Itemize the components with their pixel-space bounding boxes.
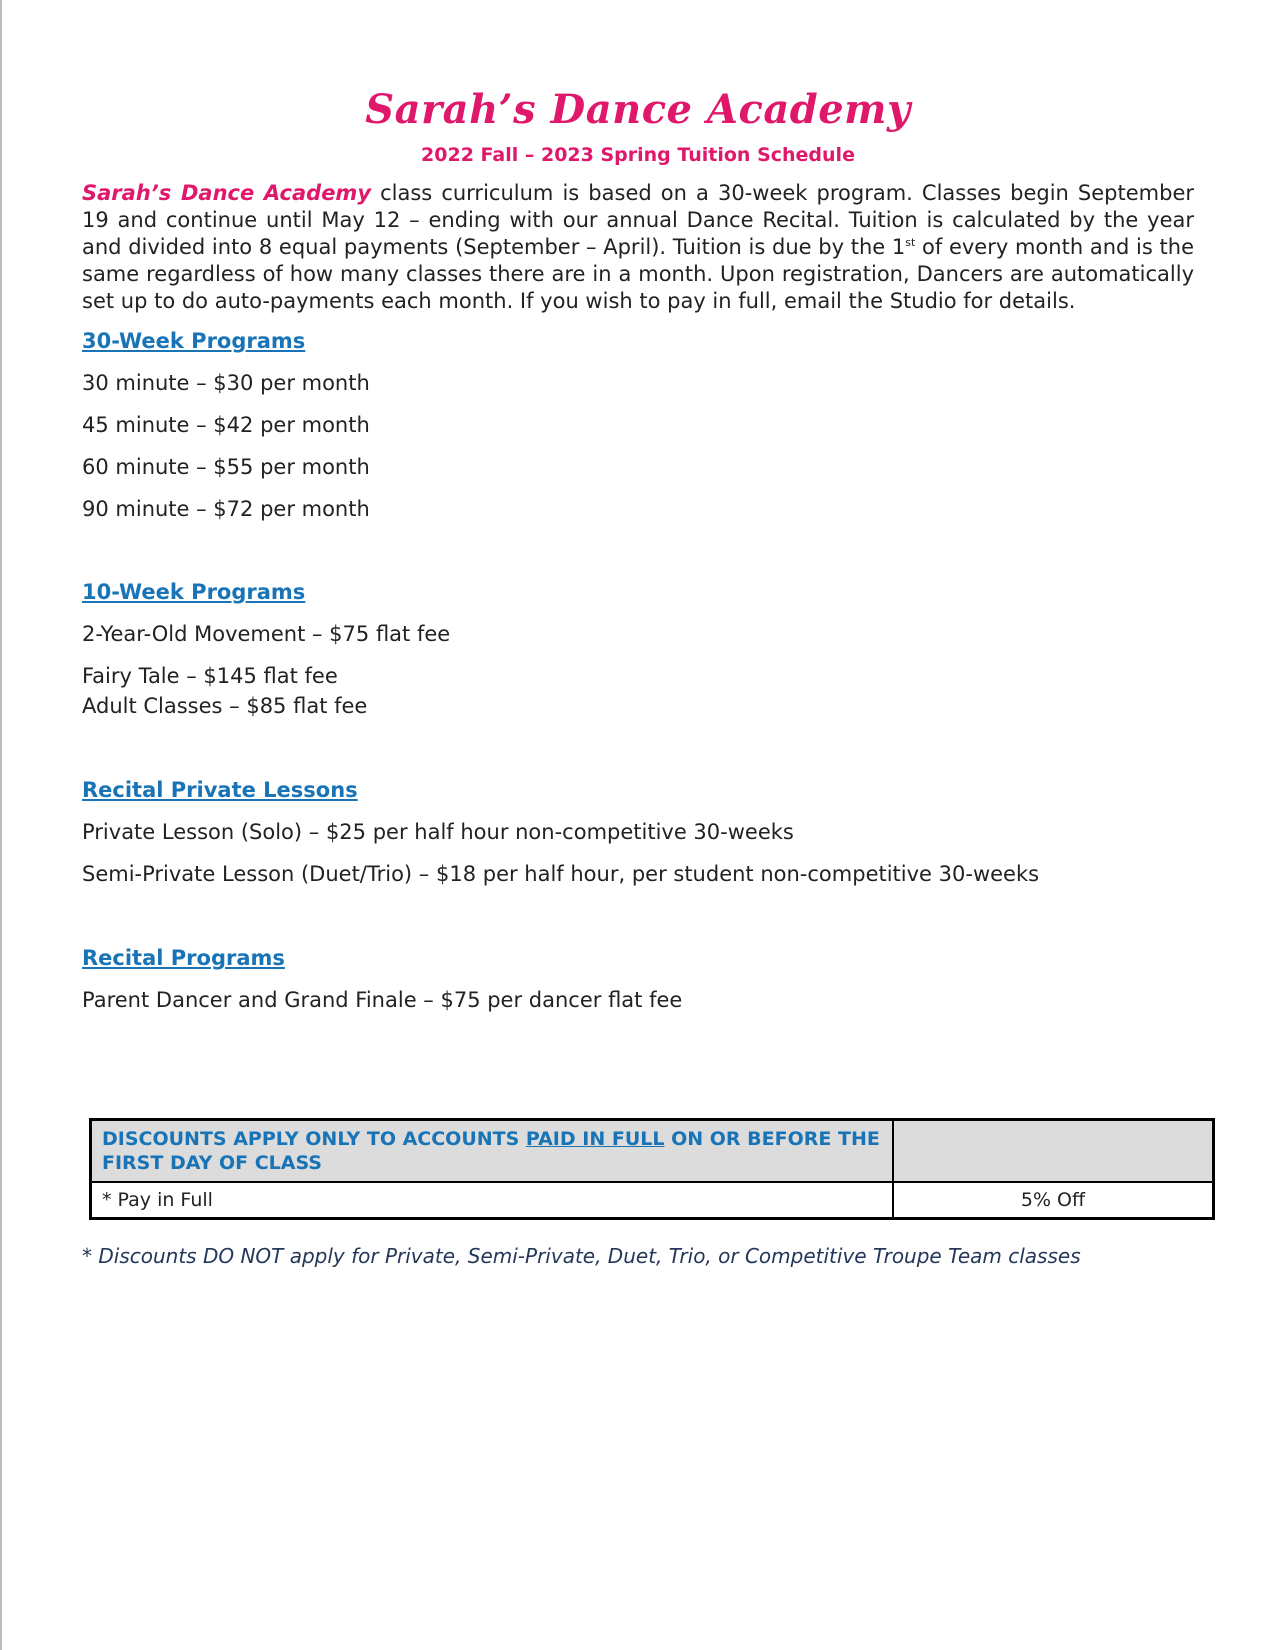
discount-table bbox=[89, 1118, 1215, 1220]
list-item: Adult Classes – $85 flat fee bbox=[82, 694, 368, 718]
list-item: Parent Dancer and Grand Finale – $75 per dancer flat fee bbox=[82, 988, 683, 1012]
discount-header-text-2: ON OR BEFORE THE FIRST DAY OF CLASS bbox=[102, 1128, 880, 1174]
list-item: 30 minute – $30 per month bbox=[82, 371, 370, 395]
list-item: Semi-Private Lesson (Duet/Trio) – $18 per half hour, per student non-competitive 30-weeks bbox=[82, 862, 1040, 886]
section-heading-recital-programs: Recital Programs bbox=[82, 946, 285, 970]
discount-header-cell bbox=[91, 1120, 894, 1183]
table-row bbox=[91, 1182, 1214, 1219]
discount-row-label: * Pay in Full bbox=[91, 1182, 894, 1219]
section-heading-10-week: 10-Week Programs bbox=[82, 580, 306, 604]
intro-brand-name: Sarah’s Dance Academy bbox=[82, 181, 372, 205]
discount-table-header-row bbox=[91, 1120, 1214, 1183]
section-heading-private-lessons: Recital Private Lessons bbox=[82, 778, 358, 802]
intro-text-part-1: class curriculum is based on a 30-week program. Classes begin September 19 and continue until May 12 – ending with our annual Dance Recital. Tuition is calculated by the year and divided into 8 equal payments (September – April). Tuition is due by the 1 bbox=[82, 181, 1195, 259]
discount-header-underlined: PAID IN FULL bbox=[525, 1128, 665, 1150]
list-item: Fairy Tale – $145 flat fee bbox=[82, 664, 338, 688]
intro-text-part-2: of every month and is the same regardless of how many classes there are in a month. Upon registration, Dancers are automatically set up to do auto-payments each month. If you wish to pay in full, email the Studio for details. bbox=[82, 235, 1194, 313]
intro-superscript: st bbox=[905, 236, 916, 249]
list-item: 60 minute – $55 per month bbox=[82, 455, 370, 479]
section-heading-30-week: 30-Week Programs bbox=[82, 329, 306, 353]
list-item: 45 minute – $42 per month bbox=[82, 413, 370, 437]
list-item: 2-Year-Old Movement – $75 flat fee bbox=[82, 622, 451, 646]
intro-paragraph bbox=[82, 180, 1194, 315]
discount-row-value: 5% Off bbox=[893, 1182, 1214, 1219]
discount-header-text-1: DISCOUNTS APPLY ONLY TO ACCOUNTS bbox=[102, 1128, 526, 1150]
page-subtitle: 2022 Fall – 2023 Spring Tuition Schedule bbox=[421, 144, 855, 166]
discount-header-right-cell bbox=[893, 1120, 1214, 1183]
page-left-edge bbox=[0, 0, 2, 1650]
list-item: Private Lesson (Solo) – $25 per half hour non-competitive 30-weeks bbox=[82, 820, 794, 844]
document-content bbox=[82, 82, 1194, 1014]
list-item: 90 minute – $72 per month bbox=[82, 497, 370, 521]
discount-footnote: * Discounts DO NOT apply for Private, Semi-Private, Duet, Trio, or Competitive Troupe Team classes bbox=[82, 1244, 1081, 1268]
page-title: Sarah’s Dance Academy bbox=[365, 86, 911, 133]
